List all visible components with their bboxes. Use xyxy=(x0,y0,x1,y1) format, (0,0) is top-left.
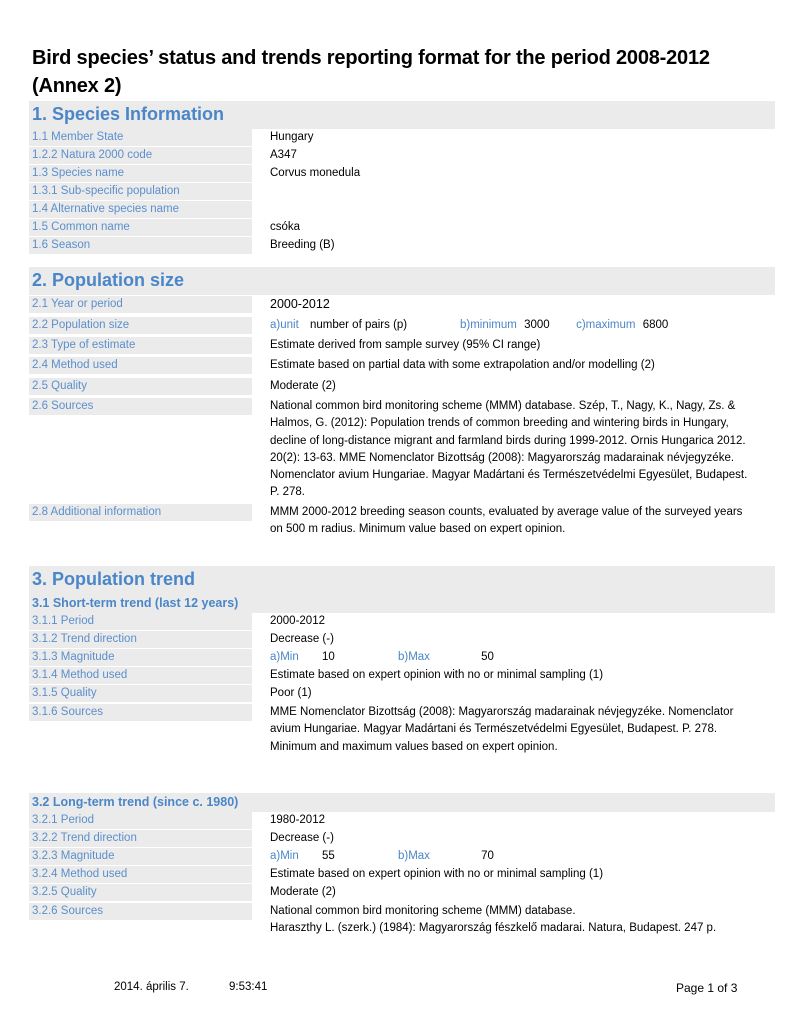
max-value: 50 xyxy=(481,651,494,663)
label-type-of-estimate: 2.3 Type of estimate xyxy=(29,337,252,354)
label-quality: 2.5 Quality xyxy=(29,378,252,395)
maximum-key: c)maximum xyxy=(576,319,636,331)
value-season: Breeding (B) xyxy=(270,239,335,251)
label-common-name: 1.5 Common name xyxy=(29,219,252,236)
value-type-of-estimate: Estimate derived from sample survey (95% CI range) xyxy=(270,339,541,351)
section-population-size xyxy=(29,267,775,295)
label-additional-information: 2.8 Additional information xyxy=(29,504,252,521)
value-long-quality: Moderate (2) xyxy=(270,886,336,898)
label-alternative-species-name: 1.4 Alternative species name xyxy=(29,201,252,218)
value-quality: Moderate (2) xyxy=(270,380,336,392)
label-long-sources: 3.2.6 Sources xyxy=(29,903,252,920)
value-short-sources xyxy=(270,704,750,756)
value-year-or-period: 2000-2012 xyxy=(270,297,330,311)
label-long-method-used: 3.2.4 Method used xyxy=(29,866,252,883)
section-population-trend xyxy=(29,566,775,594)
max-value: 70 xyxy=(481,850,494,862)
value-sources: National common bird monitoring scheme (MMM) database. Szép, T., Nagy, K., Nagy, Zs. & Halmos, G. (2012): Population trends of common breeding and wintering birds in Hungary, decline of long-distance migrant and farmland birds during 1999-2012. Ornis Hungarica 2012. 20(2): 13-63. MME Nomenclator Bizottság (2008): Magyarország madarainak névjegyzéke. Nomenclator avium Hungariae. Magyar Madártani és Természetvédelmi Egyesület, Budapest. P. 278. xyxy=(270,400,748,499)
value-short-period: 2000-2012 xyxy=(270,615,325,627)
section-heading: 2. Population size xyxy=(32,270,185,290)
min-value: 10 xyxy=(321,651,335,663)
minimum-key: b)minimum xyxy=(459,319,517,331)
footer-time: 9:53:41 xyxy=(229,981,268,993)
value-long-period: 1980-2012 xyxy=(270,814,325,826)
label-short-sources: 3.1.6 Sources xyxy=(29,704,252,721)
section-heading: 3. Population trend xyxy=(32,569,196,589)
value-short-magnitude xyxy=(270,649,750,666)
label-method-used: 2.4 Method used xyxy=(29,357,252,374)
value-additional-information: MMM 2000-2012 breeding season counts, evaluated by average value of the surveyed years on 500 m radius. Minimum value based on expert opinion. xyxy=(270,506,743,536)
value-member-state: Hungary xyxy=(270,131,314,143)
short-sources-text: MME Nomenclator Bizottság (2008): Magyarország madarainak névjegyzéke. Nomenclator avium Hungariae. Magyar Madártani és Természetvédelmi Egyesület, Budapest. P. 278. xyxy=(270,706,734,736)
label-short-quality: 3.1.5 Quality xyxy=(29,685,252,702)
short-sources-note: Minimum and maximum values based on expert opinion. xyxy=(270,740,558,753)
subsection-short-term-trend xyxy=(29,594,775,613)
subsection-heading: 3.2 Long-term trend (since c. 1980) xyxy=(32,795,239,809)
label-long-period: 3.2.1 Period xyxy=(29,812,252,829)
min-value: 55 xyxy=(321,850,335,862)
long-sources-text-2: Haraszthy L. (szerk.) (1984): Magyarország fészkelő madarai. Natura, Budapest. 247 p. xyxy=(270,922,717,935)
value-short-trend-direction: Decrease (-) xyxy=(270,633,334,645)
unit-value: number of pairs (p) xyxy=(309,319,408,331)
value-long-sources xyxy=(270,903,750,938)
value-long-method-used: Estimate based on expert opinion with no or minimal sampling (1) xyxy=(270,868,604,880)
value-method-used: Estimate based on partial data with some extrapolation and/or modelling (2) xyxy=(270,359,655,371)
label-member-state: 1.1 Member State xyxy=(29,129,252,146)
unit-key: a)unit xyxy=(270,319,299,331)
label-long-trend-direction: 3.2.2 Trend direction xyxy=(29,830,252,847)
label-sources: 2.6 Sources xyxy=(29,398,252,415)
value-common-name: csóka xyxy=(270,221,301,233)
footer-page-number: Page 1 of 3 xyxy=(676,981,738,995)
footer-date: 2014. április 7. xyxy=(114,981,189,993)
value-long-magnitude xyxy=(270,848,750,865)
section-heading: 1. Species Information xyxy=(32,104,225,124)
min-key: a)Min xyxy=(270,651,299,663)
value-short-quality: Poor (1) xyxy=(270,687,312,699)
value-natura-code: A347 xyxy=(270,149,297,161)
value-short-method-used: Estimate based on expert opinion with no or minimal sampling (1) xyxy=(270,669,604,681)
label-sub-specific-population: 1.3.1 Sub-specific population xyxy=(29,183,252,200)
label-long-magnitude: 3.2.3 Magnitude xyxy=(29,848,252,865)
label-year-or-period: 2.1 Year or period xyxy=(29,296,252,313)
label-season: 1.6 Season xyxy=(29,237,252,254)
max-key: b)Max xyxy=(397,850,430,862)
value-long-trend-direction: Decrease (-) xyxy=(270,832,334,844)
label-short-method-used: 3.1.4 Method used xyxy=(29,667,252,684)
min-key: a)Min xyxy=(270,850,299,862)
page-title: Bird species’ status and trends reporting format for the period 2008-2012 (Annex 2) xyxy=(32,47,710,97)
label-short-magnitude: 3.1.3 Magnitude xyxy=(29,649,252,666)
value-species-name: Corvus monedula xyxy=(270,167,361,179)
label-short-period: 3.1.1 Period xyxy=(29,613,252,630)
value-population-size xyxy=(270,317,750,334)
section-species-information xyxy=(29,101,775,129)
label-species-name: 1.3 Species name xyxy=(29,165,252,182)
long-sources-text: National common bird monitoring scheme (MMM) database. xyxy=(270,905,576,917)
subsection-heading: 3.1 Short-term trend (last 12 years) xyxy=(32,596,239,610)
max-key: b)Max xyxy=(397,651,430,663)
subsection-long-term-trend xyxy=(29,793,775,812)
label-natura-code: 1.2.2 Natura 2000 code xyxy=(29,147,252,164)
maximum-value: 6800 xyxy=(642,319,669,331)
minimum-value: 3000 xyxy=(524,319,550,331)
label-long-quality: 3.2.5 Quality xyxy=(29,884,252,901)
label-population-size: 2.2 Population size xyxy=(29,317,252,334)
label-short-trend-direction: 3.1.2 Trend direction xyxy=(29,631,252,648)
